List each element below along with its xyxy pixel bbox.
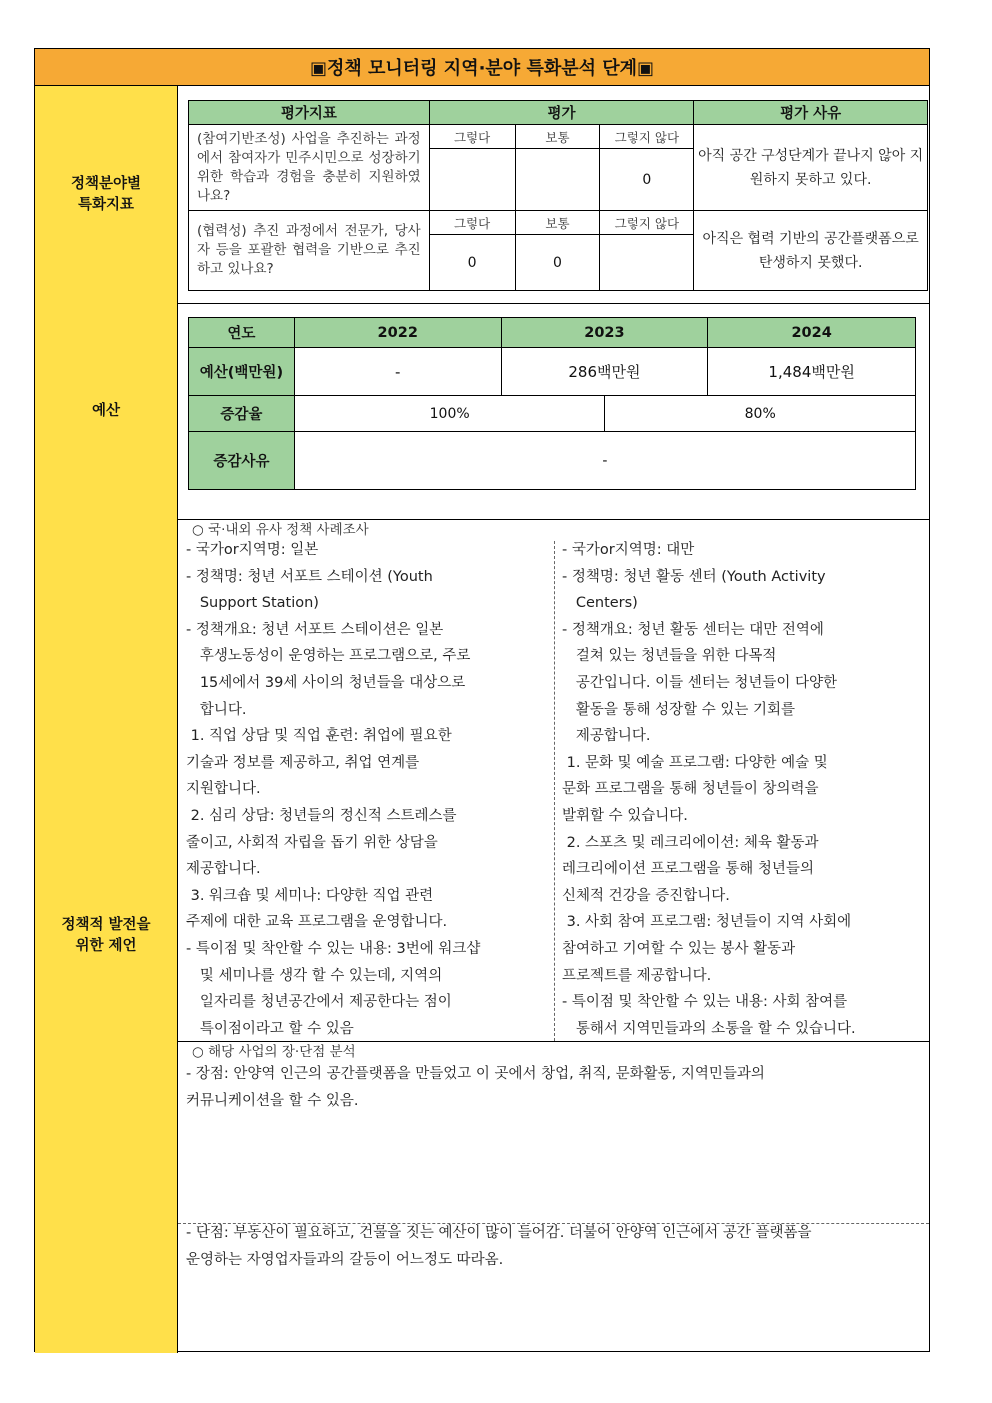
indicator-reason: 아직은 협력 기반의 공간플랫폼으로 탄생하지 못했다. — [694, 211, 928, 291]
pros-line: - 장점: 안양역 인근의 공간플랫폼을 만들었고 이 곳에서 창업, 취직, 문화활동, 지역민들과의 — [186, 1066, 765, 1082]
scale-yes: 그렇다 — [429, 211, 515, 235]
indicator-reason: 아직 공간 구성단계가 끝나지 않아 지원하지 못하고 있다. — [694, 125, 928, 211]
header-indicator: 평가지표 — [189, 101, 430, 125]
scale-no: 그렇지 않다 — [600, 125, 694, 149]
reason-value: - — [294, 432, 915, 490]
case-heading: ○ 국·내외 유사 정책 사례조사 — [192, 522, 369, 538]
report-title: ▣정책 모니터링 지역·분야 특화분석 단계▣ — [35, 49, 929, 86]
cons-line: - 단점: 부동산이 필요하고, 건물을 짓는 예산이 많이 들어감. 더불어 안양역 인근에서 공간 플랫폼을 — [186, 1225, 812, 1241]
header-reason: 평가 사유 — [694, 101, 928, 125]
case-left-line: 후생노동성이 운영하는 프로그램으로, 주로 — [186, 648, 471, 665]
scale-no: 그렇지 않다 — [600, 211, 694, 235]
case-right-line: Centers) — [562, 595, 638, 612]
year-2024: 2024 — [708, 318, 916, 348]
mark-cell: 0 — [515, 235, 600, 291]
case-right-column — [562, 537, 856, 1042]
case-left-line: - 정책명: 청년 서포트 스테이션 (Youth — [186, 568, 433, 585]
case-right-line: - 정책개요: 청년 활동 센터는 대만 전역에 — [562, 621, 824, 638]
rate-2024: 80% — [605, 396, 916, 432]
scale-yes: 그렇다 — [429, 125, 515, 149]
case-right-line: 3. 사회 참여 프로그램: 청년들이 지역 사회에 — [562, 914, 852, 931]
case-left-line: 1. 직업 상담 및 직업 훈련: 취업에 필요한 — [186, 728, 452, 745]
year-2022: 2022 — [294, 318, 501, 348]
mark-cell — [515, 149, 600, 211]
case-right-line: 발휘할 수 있습니다. — [562, 807, 688, 824]
case-left-line: Support Station) — [186, 595, 319, 612]
cons-line: 운영하는 자영업자들과의 갈등이 어느정도 따라옴. — [186, 1251, 504, 1268]
case-right-line: 통해서 지역민들과의 소통을 할 수 있습니다. — [562, 1020, 856, 1037]
case-left-line: 줄이고, 사회적 자립을 돕기 위한 상담을 — [186, 834, 438, 851]
case-right-line: 참여하고 기여할 수 있는 봉사 활동과 — [562, 940, 796, 957]
case-left-line: 2. 심리 상담: 청년들의 정신적 스트레스를 — [186, 807, 457, 824]
case-right-line: - 국가or지역명: 대만 — [562, 542, 695, 558]
case-left-line: 및 세미나를 생각 할 수 있는데, 지역의 — [186, 967, 443, 984]
case-left-line: 일자리를 청년공간에서 제공한다는 점이 — [186, 994, 452, 1011]
mark-cell — [429, 149, 515, 211]
case-right-line: 프로젝트를 제공합니다. — [562, 967, 712, 984]
case-left-line: 합니다. — [186, 701, 247, 718]
case-left-column — [186, 537, 480, 1042]
proposal-area — [178, 519, 929, 1353]
case-left-line: 지원합니다. — [186, 781, 261, 798]
case-left-line: - 국가or지역명: 일본 — [186, 542, 319, 558]
case-right-line: 제공합니다. — [562, 728, 651, 745]
mark-cell: 0 — [429, 235, 515, 291]
budget-label: 예산(백만원) — [189, 348, 295, 396]
column-divider — [554, 541, 555, 1041]
analysis-heading: ○ 해당 사업의 장·단점 분석 — [192, 1044, 356, 1060]
case-left-line: - 정책개요: 청년 서포트 스테이션은 일본 — [186, 621, 444, 638]
budget-table — [188, 317, 916, 490]
case-right-line: - 정책명: 청년 활동 센터 (Youth Activity — [562, 568, 826, 585]
report-frame — [34, 48, 930, 1352]
case-right-line: 활동을 통해 성장할 수 있는 기회를 — [562, 701, 795, 718]
section-label-budget: 예산 — [35, 303, 178, 519]
budget-area — [178, 303, 929, 519]
budget-2023: 286백만원 — [501, 348, 708, 396]
indicator-area — [178, 86, 929, 303]
budget-2024: 1,484백만원 — [708, 348, 916, 396]
indicator-question: (참여기반조성) 사업을 추진하는 과정에서 참여자가 민주시민으로 성장하기 위한 학습과 경험을 충분히 지원하였나요? — [189, 125, 430, 211]
budget-2022: - — [294, 348, 501, 396]
section-label-proposal: 정책적 발전을 위한 제언 — [35, 519, 178, 1353]
case-left-line: 3. 워크숍 및 세미나: 다양한 직업 관련 — [186, 887, 434, 904]
case-right-line: 공간입니다. 이들 센터는 청년들이 다양한 — [562, 674, 837, 691]
year-2023: 2023 — [501, 318, 708, 348]
case-left-line: 제공합니다. — [186, 861, 261, 878]
case-right-line: 1. 문화 및 예술 프로그램: 다양한 예술 및 — [562, 754, 828, 771]
section-label-indicators: 정책분야별 특화지표 — [35, 86, 178, 303]
case-right-line: 2. 스포츠 및 레크리에이션: 체육 활동과 — [562, 834, 819, 851]
rate-label: 증감율 — [189, 396, 295, 432]
case-left-line: 15세에서 39세 사이의 청년들을 대상으로 — [186, 674, 466, 691]
mark-cell — [600, 235, 694, 291]
case-left-line: - 특이점 및 착안할 수 있는 내용: 3번에 워크샵 — [186, 940, 481, 957]
scale-normal: 보통 — [515, 211, 600, 235]
year-label: 연도 — [189, 318, 295, 348]
case-left-line: 주제에 대한 교육 프로그램을 운영합니다. — [186, 914, 448, 931]
mark-cell: 0 — [600, 149, 694, 211]
rate-2023: 100% — [294, 396, 605, 432]
case-right-line: 걸쳐 있는 청년들을 위한 다목적 — [562, 648, 777, 665]
reason-label: 증감사유 — [189, 432, 295, 490]
case-right-line: 신체적 건강을 증진합니다. — [562, 887, 730, 904]
case-right-line: - 특이점 및 착안할 수 있는 내용: 사회 참여를 — [562, 994, 848, 1011]
header-evaluation: 평가 — [429, 101, 694, 125]
case-right-line: 레크리에이션 프로그램을 통해 청년들의 — [562, 861, 814, 878]
case-left-line: 특이점이라고 할 수 있음 — [186, 1020, 354, 1037]
pros-line: 커뮤니케이션을 할 수 있음. — [186, 1092, 359, 1109]
case-right-line: 문화 프로그램을 통해 청년들이 창의력을 — [562, 781, 819, 798]
case-left-line: 기술과 정보를 제공하고, 취업 연계를 — [186, 754, 420, 771]
pros-text — [186, 1061, 765, 1114]
cons-text — [186, 1220, 812, 1273]
indicator-question: (협력성) 추진 과정에서 전문가, 당사자 등을 포괄한 협력을 기반으로 추진하고 있나요? — [189, 211, 430, 291]
scale-normal: 보통 — [515, 125, 600, 149]
indicator-table — [188, 100, 928, 291]
